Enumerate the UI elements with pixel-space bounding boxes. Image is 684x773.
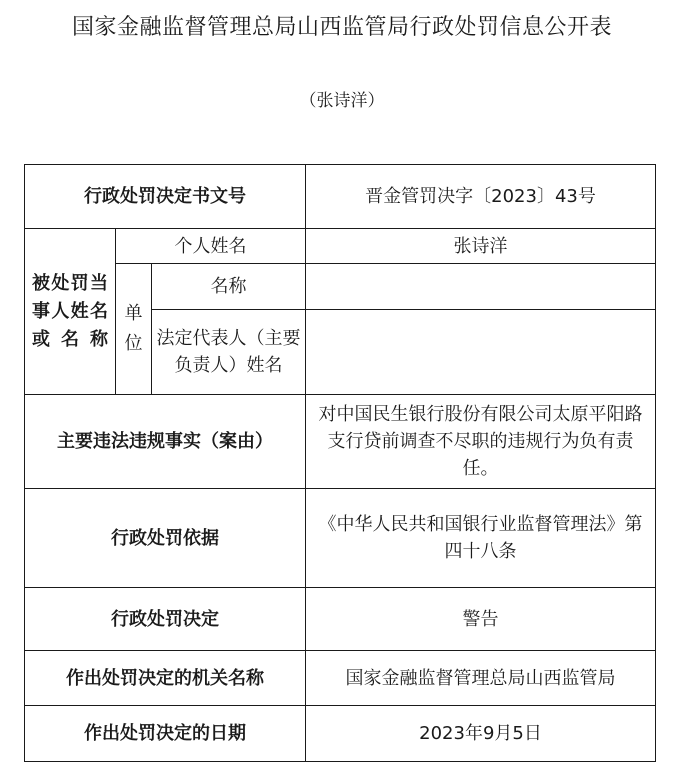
unit-name-label: 名称 bbox=[152, 264, 306, 310]
row-person-name bbox=[25, 229, 656, 264]
row-decision bbox=[25, 588, 656, 651]
facts-value: 对中国民生银行股份有限公司太原平阳路支行贷前调查不尽职的违规行为负有责任。 bbox=[306, 395, 656, 489]
legal-rep-label: 法定代表人（主要负责人）姓名 bbox=[152, 310, 306, 395]
unit-name-value bbox=[306, 264, 656, 310]
row-basis bbox=[25, 489, 656, 588]
authority-label: 作出处罚决定的机关名称 bbox=[25, 651, 306, 706]
row-unit-name bbox=[25, 264, 656, 310]
decision-number-value: 晋金管罚决字〔2023〕43号 bbox=[306, 165, 656, 229]
row-decision-number bbox=[25, 165, 656, 229]
penalty-info-table bbox=[24, 164, 656, 762]
basis-label: 行政处罚依据 bbox=[25, 489, 306, 588]
row-date bbox=[25, 706, 656, 762]
facts-label: 主要违法违规事实（案由） bbox=[25, 395, 306, 489]
decision-value: 警告 bbox=[306, 588, 656, 651]
date-label: 作出处罚决定的日期 bbox=[25, 706, 306, 762]
person-name-label: 个人姓名 bbox=[116, 229, 306, 264]
page-subtitle: （张诗洋） bbox=[299, 91, 385, 111]
legal-rep-value bbox=[306, 310, 656, 395]
row-facts bbox=[25, 395, 656, 489]
page-title: 国家金融监督管理总局山西监管局行政处罚信息公开表 bbox=[71, 15, 612, 40]
authority-value: 国家金融监督管理总局山西监管局 bbox=[306, 651, 656, 706]
unit-label-cell bbox=[116, 264, 152, 395]
party-label: 被处罚当事人姓名或名称 bbox=[32, 272, 108, 350]
unit-label: 单位 bbox=[124, 303, 143, 354]
decision-label: 行政处罚决定 bbox=[25, 588, 306, 651]
decision-number-label: 行政处罚决定书文号 bbox=[25, 165, 306, 229]
row-authority bbox=[25, 651, 656, 706]
person-name-value: 张诗洋 bbox=[306, 229, 656, 264]
date-value: 2023年9月5日 bbox=[306, 706, 656, 762]
party-label-cell bbox=[25, 229, 116, 395]
basis-value: 《中华人民共和国银行业监督管理法》第四十八条 bbox=[306, 489, 656, 588]
